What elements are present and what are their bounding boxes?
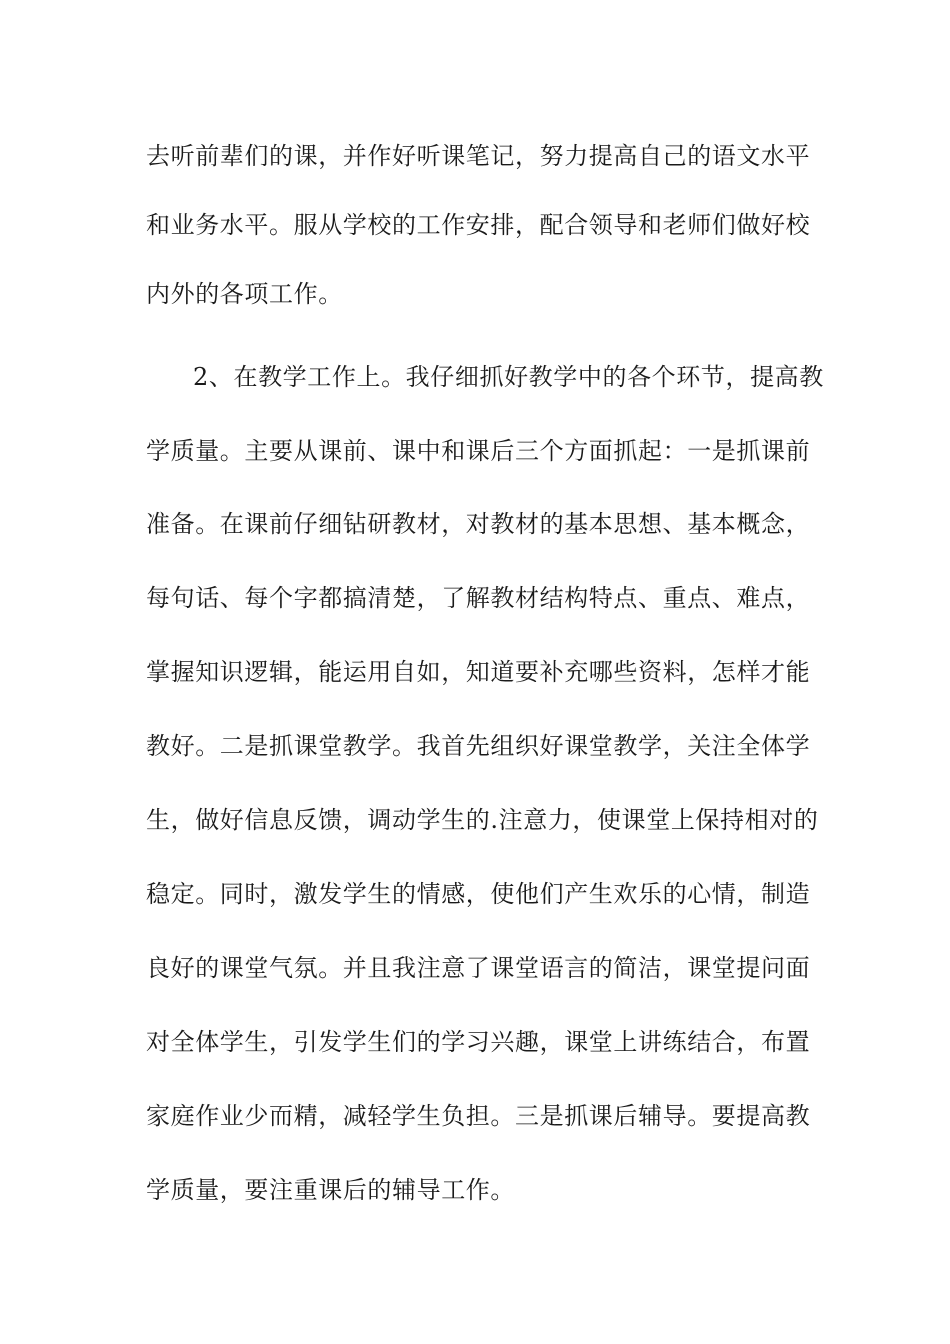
text-line: 和业务水平。服从学校的工作安排，配合领导和老师们做好校 xyxy=(146,211,811,239)
text-line: 良好的课堂气氛。并且我注意了课堂语言的简洁，课堂提问面 xyxy=(146,954,811,982)
text-line: 准备。在课前仔细钻研教材，对教材的基本思想、基本概念， xyxy=(146,510,811,538)
text-line: 生，做好信息反馈，调动学生的.注意力，使课堂上保持相对的 xyxy=(146,806,819,834)
text-line: 掌握知识逻辑，能运用自如，知道要补充哪些资料，怎样才能 xyxy=(146,658,811,686)
text-line: 家庭作业少而精，减轻学生负担。三是抓课后辅导。要提高教 xyxy=(146,1102,811,1130)
text-line: 教好。二是抓课堂教学。我首先组织好课堂教学，关注全体学 xyxy=(146,732,811,760)
text-line: 稳定。同时，激发学生的情感，使他们产生欢乐的心情，制造 xyxy=(146,880,811,908)
text-line: 每句话、每个字都搞清楚，了解教材结构特点、重点、难点， xyxy=(146,584,811,612)
text-line: 学质量，要注重课后的辅导工作。 xyxy=(146,1176,515,1204)
text-line: 去听前辈们的课，并作好听课笔记，努力提高自己的语文水平 xyxy=(146,142,811,170)
text-line: 学质量。主要从课前、课中和课后三个方面抓起：一是抓课前 xyxy=(146,437,811,465)
paragraph-start-line: 2、在教学工作上。我仔细抓好教学中的各个环节，提高教 xyxy=(193,363,824,391)
text-line: 内外的各项工作。 xyxy=(146,280,343,308)
text-line: 对全体学生，引发学生们的学习兴趣，课堂上讲练结合，布置 xyxy=(146,1028,811,1056)
